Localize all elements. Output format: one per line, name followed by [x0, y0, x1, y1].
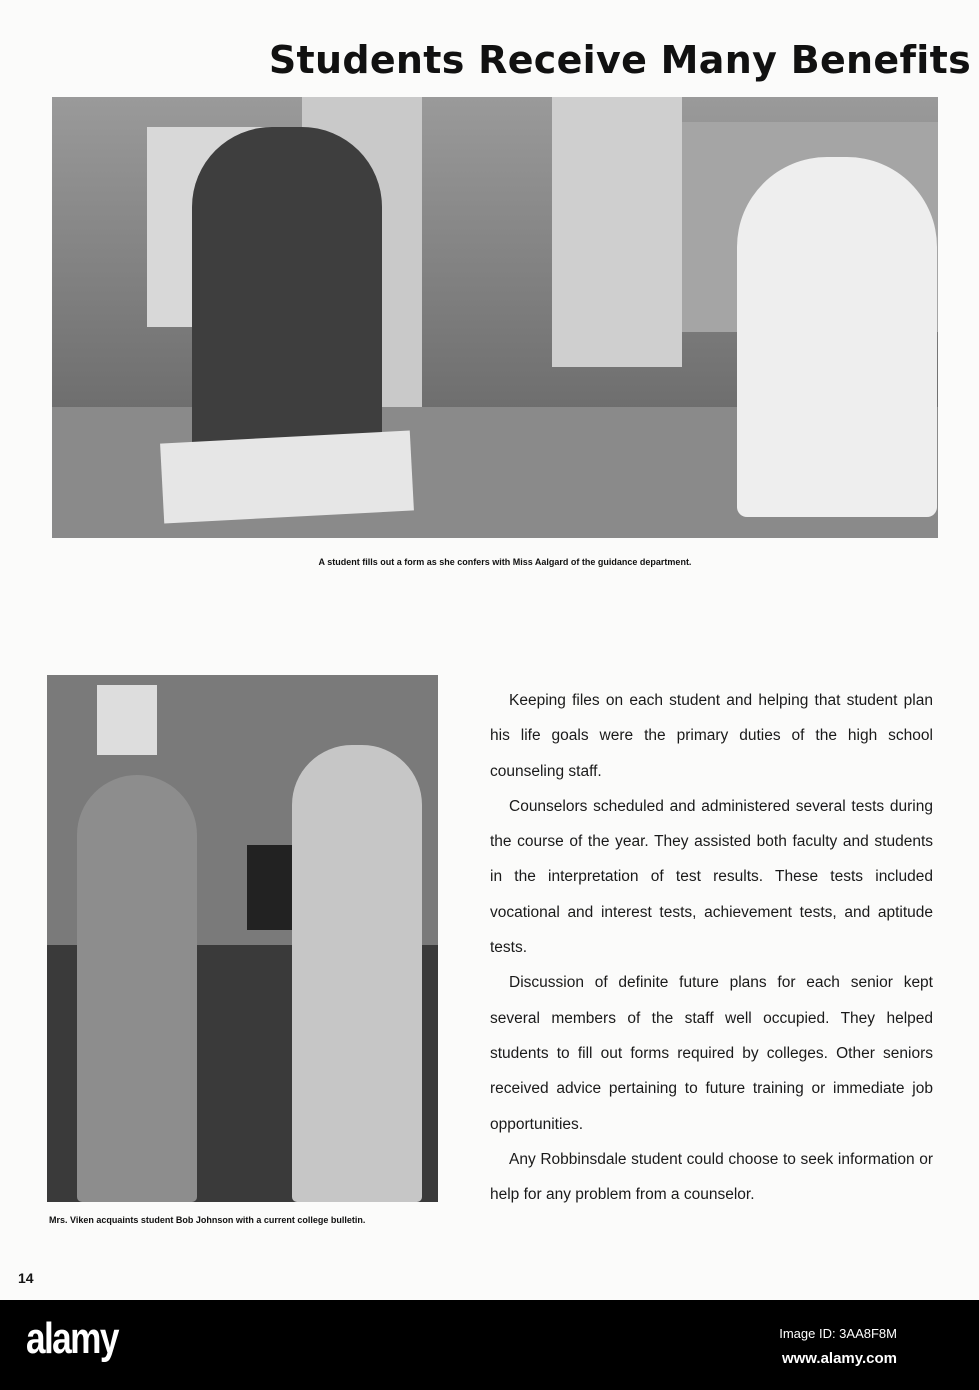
paragraph: Keeping files on each student and helping that student plan his life goals were the primary duties of the high school counseling staff. [490, 692, 933, 780]
watermark-url: www.alamy.com [781, 1350, 897, 1367]
photo-caption: A student fills out a form as she confers with Miss Aalgard of the guidance department. [318, 557, 692, 567]
watermark-bar [0, 1300, 979, 1390]
photo-college-bulletin [47, 675, 438, 1202]
paragraph: Counselors scheduled and administered several tests during the course of the year. They assisted both faculty and students in the interpretation of test results. These tests included vocational and interest tests, achievement tests, and aptitude tests. [490, 797, 933, 957]
photo-guidance-conference [52, 97, 938, 538]
counselor-figure [192, 127, 382, 457]
photo-caption: Mrs. Viken acquaints student Bob Johnson with a current college bulletin. [49, 1215, 366, 1225]
student-figure [292, 745, 422, 1202]
counselor-figure [77, 775, 197, 1202]
alamy-logo: alamy [26, 1314, 118, 1363]
page-number: 14 [18, 1270, 34, 1286]
page-title: Students Receive Many Benefits [268, 38, 971, 82]
article-body [490, 683, 933, 1212]
poster [97, 685, 157, 755]
paragraph: Any Robbinsdale student could choose to seek information or help for any problem from a counselor. [490, 1150, 933, 1204]
image-id: Image ID: 3AA8F8M [779, 1326, 897, 1341]
papers [160, 431, 414, 524]
student-figure [737, 157, 937, 517]
curtain-right [552, 97, 682, 367]
paragraph: Discussion of definite future plans for each senior kept several members of the staff well occupied. They helped students to fill out forms required by colleges. Other seniors received advice pertaining to future training or immediate job opportunities. [490, 974, 933, 1133]
